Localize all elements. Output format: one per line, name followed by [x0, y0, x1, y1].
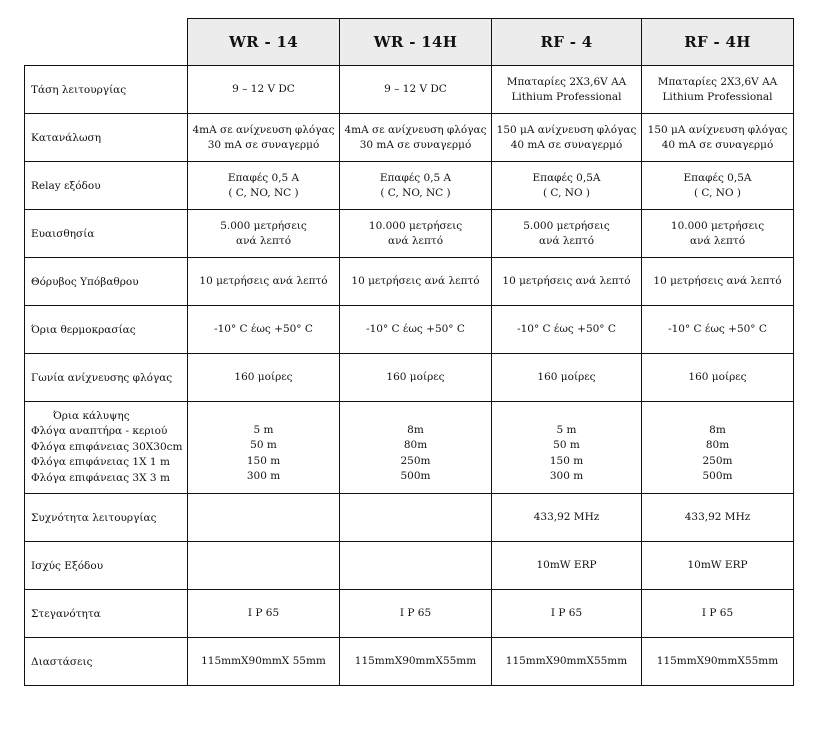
spec-value-cell — [188, 590, 340, 638]
coverage-label: Φλόγα επιφάνειας 30Χ30cm — [31, 440, 183, 453]
spec-value: I P 65 — [399, 607, 432, 619]
spec-row — [25, 162, 794, 210]
spec-value-cell — [492, 114, 642, 162]
spec-value: ανά λεπτό — [689, 234, 746, 247]
spec-row — [25, 66, 794, 114]
spec-value: 5.000 μετρήσεις — [220, 219, 307, 232]
header-corner — [25, 19, 188, 66]
header-row — [25, 19, 794, 66]
spec-value: 115mmX90mmX55mm — [354, 655, 477, 667]
spec-value-cell — [188, 354, 340, 402]
spec-value: 115mmX90mmX55mm — [656, 655, 779, 667]
spec-value-cell — [492, 66, 642, 114]
spec-value: 433,92 MHz — [533, 511, 600, 523]
spec-value-cell — [340, 162, 492, 210]
coverage-value: 150 m — [246, 454, 281, 467]
coverage-label: Φλόγα επιφάνειας 3Χ 3 m — [31, 471, 170, 484]
spec-value: 160 μοίρες — [386, 371, 445, 383]
spec-value-cell — [340, 494, 492, 542]
spec-value: 4mA σε ανίχνευση φλόγας — [344, 123, 487, 136]
spec-value-cell — [492, 210, 642, 258]
spec-value-cell — [642, 162, 794, 210]
spec-value: 160 μοίρες — [234, 371, 293, 383]
coverage-values-cell — [492, 402, 642, 494]
spec-value-cell — [188, 114, 340, 162]
coverage-value: 80m — [403, 439, 428, 451]
spec-value-cell — [340, 210, 492, 258]
spec-row — [25, 494, 794, 542]
coverage-value: 50 m — [250, 439, 277, 451]
coverage-value: 250m — [400, 454, 431, 467]
row-label: Ισχύς Εξόδου — [25, 542, 188, 590]
coverage-values-cell — [340, 402, 492, 494]
spec-row — [25, 258, 794, 306]
spec-value-cell — [340, 306, 492, 354]
spec-value: ανά λεπτό — [235, 234, 292, 247]
spec-value: Επαφές 0,5A — [532, 171, 601, 184]
spec-value: 10.000 μετρήσεις — [368, 219, 463, 232]
coverage-value: 5 m — [253, 423, 274, 436]
coverage-label-cell — [25, 402, 188, 494]
spec-value: 40 mA σε συναγερμό — [661, 138, 774, 151]
spec-value: 150 μA ανίχνευση φλόγας — [647, 123, 788, 136]
spec-value: 115mmX90mmX55mm — [505, 655, 628, 667]
spec-value: 9 – 12 V DC — [232, 83, 295, 95]
coverage-label: Φλόγα επιφάνειας 1Χ 1 m — [31, 456, 170, 468]
spec-value: 433,92 MHz — [684, 511, 751, 523]
spec-row — [25, 542, 794, 590]
row-label: Relay εξόδου — [25, 162, 188, 210]
spec-row — [25, 638, 794, 686]
spec-value: -10° C έως +50° C — [214, 323, 313, 335]
row-label: Θόρυβος Υπόβαθρου — [25, 258, 188, 306]
spec-value-cell — [492, 162, 642, 210]
row-label: Συχνότητα λειτουργίας — [25, 494, 188, 542]
spec-value: 30 mA σε συναγερμό — [207, 138, 320, 151]
column-header: RF - 4 — [492, 19, 642, 66]
spec-value-cell — [188, 162, 340, 210]
spec-value-cell — [642, 306, 794, 354]
spec-value-cell — [340, 258, 492, 306]
row-label: Τάση λειτουργίας — [25, 66, 188, 114]
spec-value: ( C, NO, NC ) — [228, 186, 299, 199]
spec-value-cell — [492, 258, 642, 306]
spec-value-cell — [188, 66, 340, 114]
coverage-value: 80m — [705, 439, 730, 451]
spec-value-cell — [642, 542, 794, 590]
spec-value: 10mW ERP — [687, 559, 748, 571]
coverage-values-cell — [188, 402, 340, 494]
spec-value-cell — [642, 210, 794, 258]
row-label: Ευαισθησία — [25, 210, 188, 258]
spec-value: 10 μετρήσεις ανά λεπτό — [199, 275, 328, 287]
spec-table — [24, 18, 794, 686]
spec-value-cell — [642, 590, 794, 638]
coverage-value: 250m — [702, 454, 733, 467]
row-label: Στεγανότητα — [25, 590, 188, 638]
spec-value: Επαφές 0,5 A — [227, 171, 300, 184]
row-label: Γωνία ανίχνευσης φλόγας — [25, 354, 188, 402]
spec-value: 10 μετρήσεις ανά λεπτό — [351, 275, 480, 287]
spec-value: 115mmX90mmX 55mm — [201, 655, 326, 667]
spec-value-cell — [642, 494, 794, 542]
spec-value: -10° C έως +50° C — [366, 323, 465, 335]
coverage-label: Φλόγα αναπτήρα - κεριού — [31, 425, 168, 437]
spec-value-cell — [492, 306, 642, 354]
column-header: WR - 14 — [188, 19, 340, 66]
spec-value: ( C, NO ) — [694, 186, 741, 199]
spec-value: Lithium Professional — [511, 90, 622, 103]
spec-value: Επαφές 0,5A — [683, 171, 752, 184]
spec-value-cell — [492, 638, 642, 686]
coverage-row — [25, 402, 794, 494]
spec-value-cell — [340, 66, 492, 114]
coverage-value: 300 m — [549, 470, 584, 482]
spec-value: ( C, NO ) — [543, 186, 590, 199]
spec-value-cell — [340, 542, 492, 590]
spec-value-cell — [642, 66, 794, 114]
spec-value: -10° C έως +50° C — [517, 323, 616, 335]
spec-value: ανά λεπτό — [538, 234, 595, 247]
spec-value-cell — [340, 354, 492, 402]
row-label: Όρια θερμοκρασίας — [25, 306, 188, 354]
spec-value-cell — [188, 494, 340, 542]
spec-row — [25, 210, 794, 258]
coverage-value: 50 m — [553, 439, 580, 451]
coverage-value: 500m — [702, 470, 733, 482]
spec-value-cell — [492, 494, 642, 542]
spec-value-cell — [642, 258, 794, 306]
spec-value: Μπαταρίες 2Χ3,6V AA — [506, 75, 627, 88]
spec-value: ανά λεπτό — [387, 234, 444, 247]
spec-value: 40 mA σε συναγερμό — [510, 138, 623, 151]
row-label: Διαστάσεις — [25, 638, 188, 686]
spec-value: Lithium Professional — [662, 90, 773, 103]
spec-value-cell — [492, 590, 642, 638]
spec-value-cell — [188, 638, 340, 686]
spec-value: 10 μετρήσεις ανά λεπτό — [653, 275, 782, 287]
spec-value: 10.000 μετρήσεις — [670, 219, 765, 232]
spec-row — [25, 114, 794, 162]
spec-value: 160 μοίρες — [688, 371, 747, 383]
spec-value-cell — [642, 354, 794, 402]
coverage-value: 8m — [407, 423, 424, 436]
spec-value-cell — [492, 542, 642, 590]
spec-row — [25, 354, 794, 402]
spec-value: I P 65 — [550, 607, 583, 619]
spec-row — [25, 590, 794, 638]
spec-value: 30 mA σε συναγερμό — [359, 138, 472, 151]
spec-value-cell — [642, 638, 794, 686]
column-header: RF - 4H — [642, 19, 794, 66]
spec-value-cell — [188, 210, 340, 258]
spec-value: 160 μοίρες — [537, 371, 596, 383]
spec-value: -10° C έως +50° C — [668, 323, 767, 335]
spec-value-cell — [188, 258, 340, 306]
spec-value-cell — [642, 114, 794, 162]
spec-value: Μπαταρίες 2Χ3,6V AA — [657, 75, 778, 88]
spec-value: 10 μετρήσεις ανά λεπτό — [502, 275, 631, 287]
spec-value-cell — [188, 542, 340, 590]
coverage-value: 8m — [709, 423, 726, 436]
row-label: Κατανάλωση — [25, 114, 188, 162]
column-header: WR - 14H — [340, 19, 492, 66]
spec-row — [25, 306, 794, 354]
spec-value-cell — [340, 638, 492, 686]
spec-value: ( C, NO, NC ) — [380, 186, 451, 199]
spec-value-cell — [492, 354, 642, 402]
spec-value: 10mW ERP — [536, 559, 597, 571]
coverage-title: Όρια κάλυψης — [53, 410, 130, 422]
coverage-value: 300 m — [246, 470, 281, 482]
spec-value: 150 μA ανίχνευση φλόγας — [496, 123, 637, 136]
spec-value: I P 65 — [701, 607, 734, 619]
coverage-values-cell — [642, 402, 794, 494]
spec-value: Επαφές 0,5 A — [379, 171, 452, 184]
spec-value: 5.000 μετρήσεις — [523, 219, 610, 232]
coverage-value: 5 m — [556, 423, 577, 436]
spec-value: 4mA σε ανίχνευση φλόγας — [192, 123, 335, 136]
spec-value: I P 65 — [247, 607, 280, 619]
spec-value: 9 – 12 V DC — [384, 83, 447, 95]
spec-value-cell — [188, 306, 340, 354]
coverage-value: 150 m — [549, 454, 584, 467]
spec-value-cell — [340, 590, 492, 638]
spec-value-cell — [340, 114, 492, 162]
coverage-value: 500m — [400, 470, 431, 482]
